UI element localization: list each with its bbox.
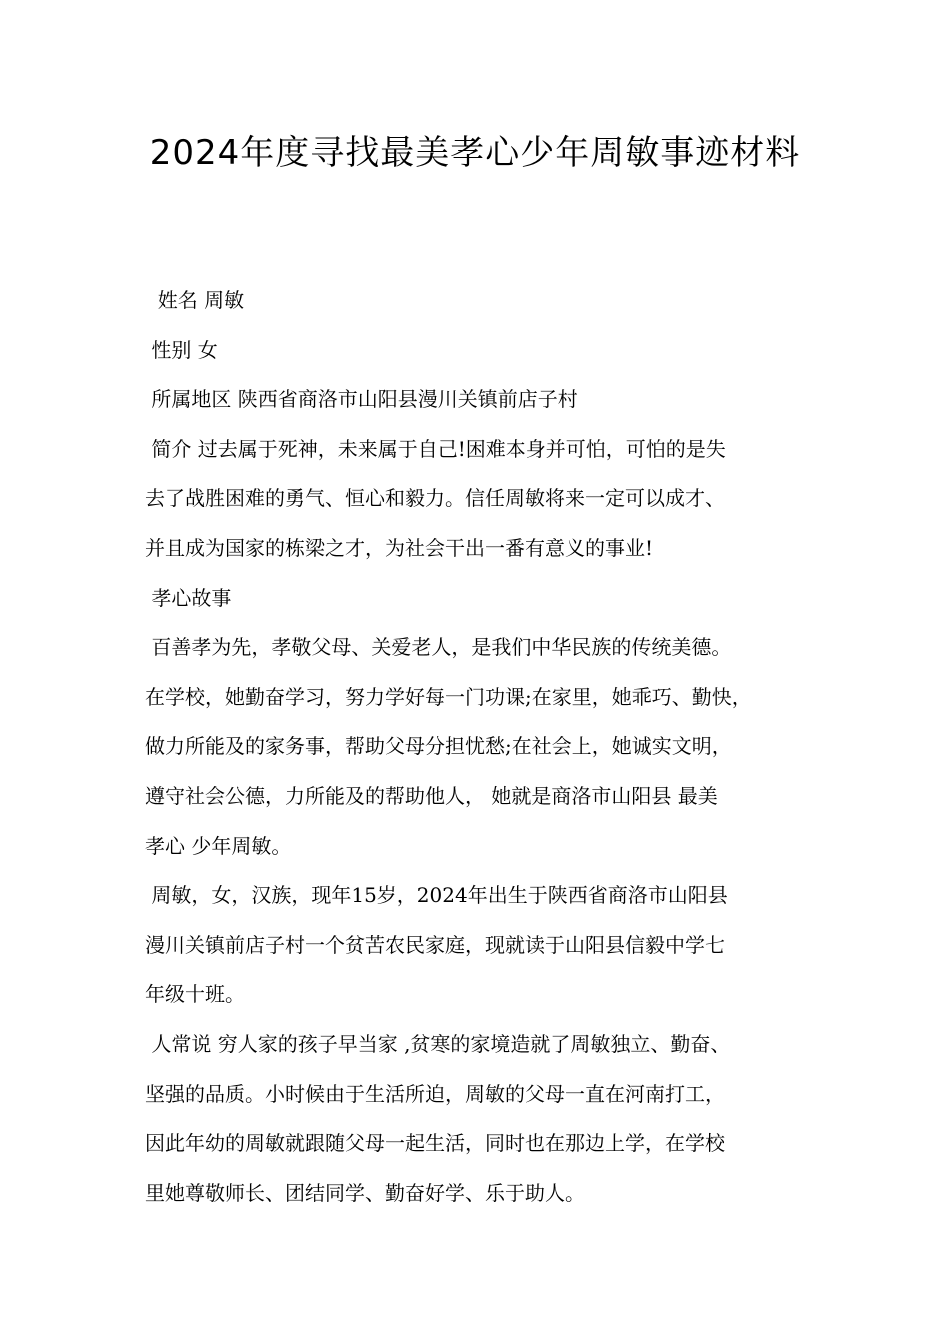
body-line-story-4: 遵守社会公德，力所能及的帮助他人， 她就是商洛市山阳县 最美 xyxy=(145,783,718,808)
body-line-story-3: 做力所能及的家务事，帮助父母分担忧愁;在社会上，她诚实文明， xyxy=(145,734,732,759)
body-line-story-heading: 孝心故事 xyxy=(145,585,232,610)
document-body xyxy=(145,276,825,1218)
body-line-story-1: 百善孝为先，孝敬父母、关爱老人，是我们中华民族的传统美德。 xyxy=(145,635,732,660)
document-title: 2024年度寻找最美孝心少年周敏事迹材料 xyxy=(149,133,801,173)
body-line-life-3: 因此年幼的周敏就跟随父母一起生活，同时也在那边上学，在学校 xyxy=(145,1131,725,1156)
body-line-region: 所属地区 陕西省商洛市山阳县漫川关镇前店子村 xyxy=(145,387,578,412)
body-line-story-5: 孝心 少年周敏。 xyxy=(145,833,292,858)
body-line-life-4: 里她尊敬师长、团结同学、勤奋好学、乐于助人。 xyxy=(145,1180,585,1205)
body-line-bio-3: 年级十班。 xyxy=(145,982,245,1007)
body-line-intro-3: 并且成为国家的栋梁之才，为社会干出一番有意义的事业! xyxy=(145,535,654,560)
body-line-life-1: 人常说 穷人家的孩子早当家 ,贫寒的家境造就了周敏独立、勤奋、 xyxy=(145,1031,731,1056)
body-line-intro-1: 简介 过去属于死神，未来属于自己!困难本身并可怕，可怕的是失 xyxy=(145,436,726,461)
body-line-bio-2: 漫川关镇前店子村一个贫苦农民家庭，现就读于山阳县信毅中学七 xyxy=(145,932,725,957)
body-line-life-2: 坚强的品质。小时候由于生活所迫，周敏的父母一直在河南打工， xyxy=(145,1081,725,1106)
body-line-gender: 性别 女 xyxy=(145,337,218,362)
body-line-name: 姓名 周敏 xyxy=(145,288,245,312)
body-line-bio-1: 周敏，女，汉族，现年15岁，2024年出生于陕西省商洛市山阳县 xyxy=(145,883,728,908)
body-line-story-2: 在学校，她勤奋学习，努力学好每一门功课;在家里，她乖巧、勤快， xyxy=(145,684,752,709)
body-line-intro-2: 去了战胜困难的勇气、恒心和毅力。信任周敏将来一定可以成才、 xyxy=(145,486,725,511)
